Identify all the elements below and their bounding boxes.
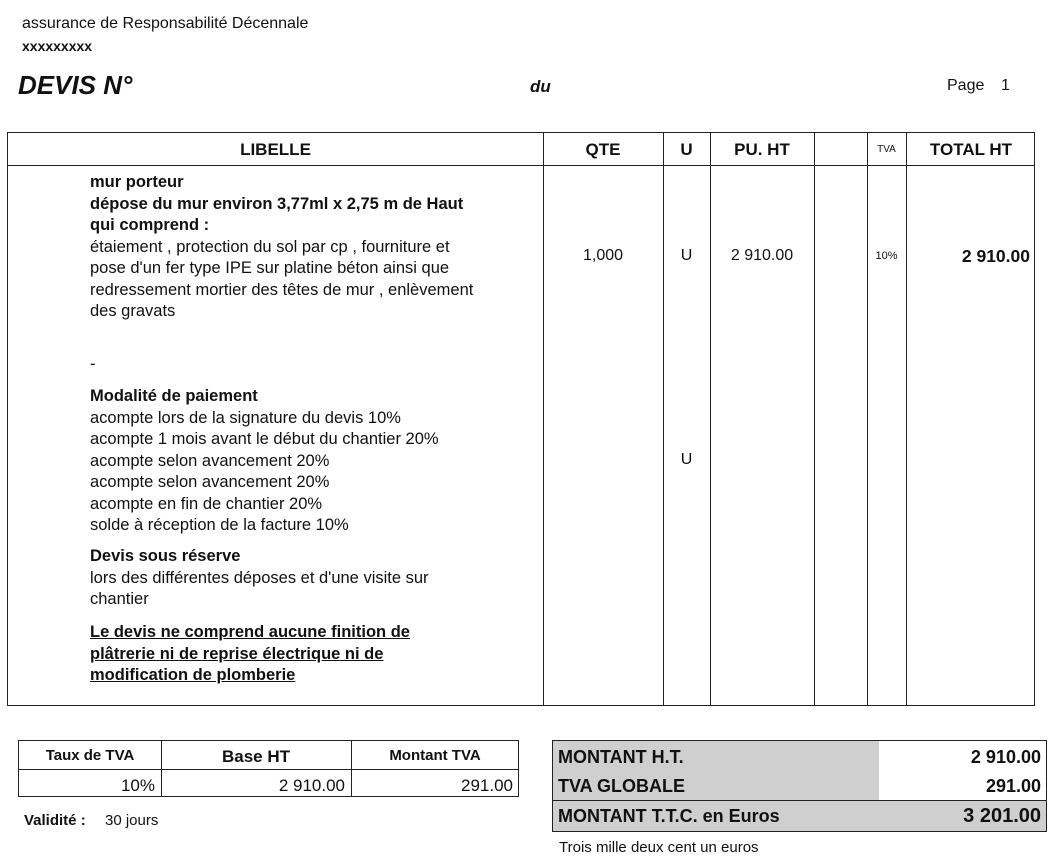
item-qte: 1,000 [582, 247, 624, 264]
item-subtitle: qui comprend : [90, 216, 210, 234]
tva-rate: 10% [120, 776, 155, 795]
col-libelle: LIBELLE [240, 140, 311, 159]
ht-value: 2 910.00 [970, 747, 1041, 767]
tva-amount-header: Montant TVA [389, 747, 481, 764]
item-line: des gravats [90, 302, 176, 320]
payment-title: Modalité de paiement [90, 387, 258, 405]
insurer-name: xxxxxxxxx [22, 38, 93, 54]
ht-label: MONTANT H.T. [558, 747, 684, 767]
reserve-title: Devis sous réserve [90, 547, 241, 565]
totals-box [552, 740, 1047, 832]
payment-unit: U [680, 451, 693, 468]
quote-table [7, 132, 1035, 706]
item-pu-ht: 2 910.00 [730, 247, 794, 264]
col-total-ht: TOTAL HT [929, 140, 1013, 159]
reserve-line: lors des différentes déposes et d'une visite sur [90, 568, 429, 587]
date-label: du [530, 77, 551, 96]
base-ht-header: Base HT [221, 747, 291, 766]
validity-label: Validité : [24, 812, 86, 829]
payment-line: acompte lors de la signature du devis 10% [90, 408, 401, 427]
tva-table [18, 740, 519, 797]
col-unit: U [680, 140, 693, 159]
item-line: redressement mortier des têtes de mur , enlèvement [90, 280, 474, 299]
tva-global-value: 291.00 [985, 776, 1041, 796]
tva-amount: 291.00 [461, 776, 513, 795]
page-label: Page [947, 77, 985, 94]
item-unit: U [680, 247, 693, 264]
col-pu-ht: PU. HT [734, 140, 790, 159]
page-number: 1 [1001, 77, 1010, 94]
dash: - [90, 355, 96, 373]
exclusion-note [90, 622, 410, 687]
exclusion-line: plâtrerie ni de reprise électrique ni de [90, 644, 384, 663]
item-description [90, 172, 473, 323]
item-subtitle: dépose du mur environ 3,77ml x 2,75 m de Haut [90, 194, 464, 213]
reserve-line: chantier [90, 590, 149, 608]
base-ht: 2 910.00 [278, 776, 345, 795]
col-tva: TVA [877, 144, 896, 155]
item-title: mur porteur [90, 173, 184, 191]
payment-line: solde à réception de la facture 10% [90, 516, 349, 534]
ttc-value: 3 201.00 [963, 805, 1041, 827]
quote-title: DEVIS N° [18, 70, 133, 100]
exclusion-line: Le devis ne comprend aucune finition de [90, 623, 410, 641]
payment-line: acompte en fin de chantier 20% [90, 494, 323, 513]
insurance-label: assurance de Responsabilité Décennale [22, 15, 309, 32]
amount-in-words: Trois mille deux cent un euros [559, 839, 759, 856]
reserve [90, 546, 429, 611]
item-line: étaiement , protection du sol par cp , fourniture et [90, 237, 450, 256]
item-line: pose d'un fer type IPE sur platine béton ainsi que [90, 259, 450, 277]
tva-rate-header: Taux de TVA [45, 747, 135, 764]
exclusion-line: modification de plomberie [90, 666, 296, 684]
col-qte: QTE [585, 140, 621, 159]
item-total-ht: 2 910.00 [961, 246, 1030, 266]
payment-line: acompte 1 mois avant le début du chantier 20% [90, 430, 439, 448]
payment-terms [90, 386, 439, 537]
payment-line: acompte selon avancement 20% [90, 451, 330, 470]
payment-line: acompte selon avancement 20% [90, 473, 330, 491]
ttc-label: MONTANT T.T.C. en Euros [558, 806, 780, 826]
validity-value: 30 jours [105, 812, 159, 829]
item-tva: 10% [875, 250, 898, 262]
tva-global-label: TVA GLOBALE [558, 776, 685, 796]
